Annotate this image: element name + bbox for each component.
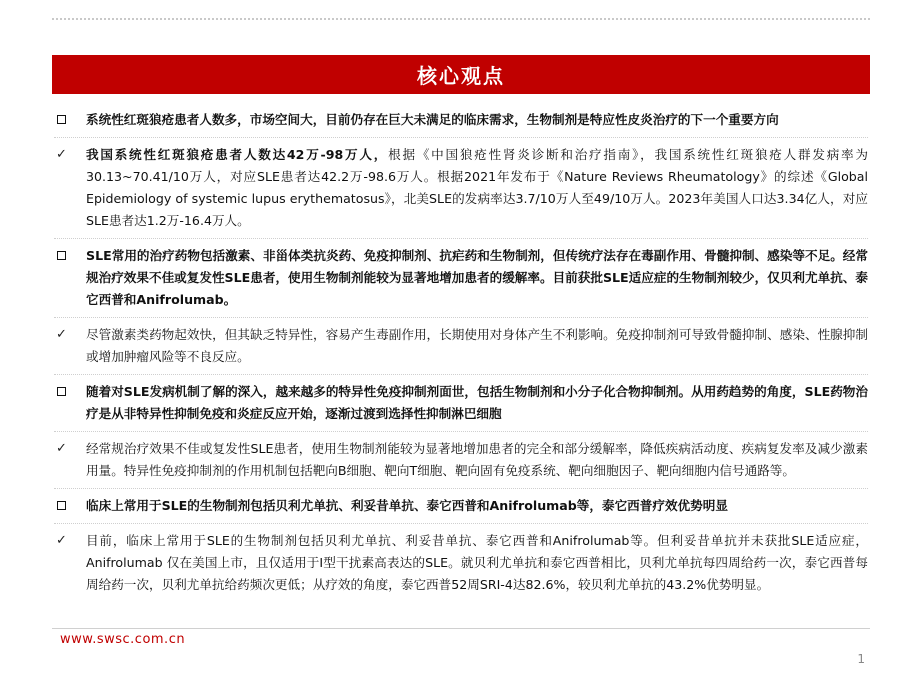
section-heading — [54, 245, 868, 311]
check-icon: ✓ — [56, 327, 67, 342]
section-detail — [54, 530, 868, 596]
section-detail — [54, 438, 868, 482]
check-icon: ✓ — [56, 533, 67, 548]
square-bullet-icon — [57, 251, 66, 260]
footer-rule — [52, 628, 870, 629]
section-detail — [54, 144, 868, 232]
divider — [54, 317, 868, 318]
section-heading-text: 随着对SLE发病机制了解的深入，越来越多的特异性免疫抑制剂面世，包括生物制剂和小分子化合物抑制剂。从用药趋势的角度，SLE药物治疗是从非特异性抑制免疫和炎症反应开始，逐渐过渡到选择性抑制淋巴细胞 — [86, 384, 868, 421]
detail-lead-text: 我国系统性红斑狼疮患者人数达42万-98万人， — [86, 147, 389, 162]
section-heading — [54, 109, 868, 131]
square-bullet-icon — [57, 387, 66, 396]
divider — [54, 238, 868, 239]
check-icon: ✓ — [56, 441, 67, 456]
title-banner — [52, 55, 870, 94]
section-detail-text: 经常规治疗效果不佳或复发性SLE患者，使用生物制剂能较为显著地增加患者的完全和部分缓解率，降低疾病活动度、疾病复发率及减少激素用量。特异性免疫抑制剂的作用机制包括靶向B细胞、靶向T细胞、靶向固有免疫系统、靶向细胞因子、靶向细胞内信号通路等。 — [86, 441, 868, 478]
divider — [54, 374, 868, 375]
divider — [54, 523, 868, 524]
square-bullet-icon — [57, 115, 66, 124]
section-heading — [54, 381, 868, 425]
square-bullet-icon — [57, 501, 66, 510]
section-heading-text: 临床上常用于SLE的生物制剂包括贝利尤单抗、利妥昔单抗、泰它西普和Anifrolumab等，泰它西普疗效优势明显 — [86, 498, 728, 513]
divider — [54, 431, 868, 432]
page-number: 1 — [857, 652, 865, 666]
footer-website-link[interactable]: www.swsc.com.cn — [60, 632, 186, 647]
section-detail-text: 目前，临床上常用于SLE的生物制剂包括贝利尤单抗、利妥昔单抗、泰它西普和Anifrolumab等。但利妥昔单抗并未获批SLE适应症，Anifrolumab 仅在美国上市，且仅适用于I型干扰素高表达的SLE。就贝利尤单抗和泰它西普相比，贝利尤单抗每四周给药一次，泰它西普每周给药一次，贝利尤单抗给药频次更低；从疗效的角度，泰它西普52周SRI-4达82.6%，较贝利尤单抗的43.2%优势明显。 — [86, 533, 868, 592]
top-dotted-rule — [52, 18, 870, 20]
divider — [54, 488, 868, 489]
divider — [54, 137, 868, 138]
key-points-content — [54, 109, 868, 596]
section-heading-text: 系统性红斑狼疮患者人数多，市场空间大，目前仍存在巨大未满足的临床需求，生物制剂是特应性皮炎治疗的下一个重要方向 — [86, 112, 779, 127]
section-detail — [54, 324, 868, 368]
page-title: 核心观点 — [417, 64, 505, 88]
section-detail-text: 根据《中国狼疮性肾炎诊断和治疗指南》，我国系统性红斑狼疮人群发病率为30.13~70.41/10万人，对应SLE患者达42.2万-98.6万人。根据2021年发布于《Nature Reviews Rheumatology》的综述《Global Epidemiology of systemic lupus erythematosus》，北美SLE的发病率达3.7/10万人至49/10万人。2023年美国人口达3.34亿人，对应SLE患者达1.2万-16.4万人。 — [86, 147, 869, 228]
check-icon: ✓ — [56, 147, 67, 162]
section-heading-text: SLE常用的治疗药物包括激素、非甾体类抗炎药、免疫抑制剂、抗疟药和生物制剂，但传统疗法存在毒副作用、骨髓抑制、感染等不足。经常规治疗效果不佳或复发性SLE患者，使用生物制剂能较为显著地增加患者的缓解率。目前获批SLE适应症的生物制剂较少，仅贝利尤单抗、泰它西普和Anifrolumab。 — [86, 248, 868, 307]
section-heading — [54, 495, 868, 517]
section-detail-text: 尽管激素类药物起效快，但其缺乏特异性，容易产生毒副作用，长期使用对身体产生不利影响。免疫抑制剂可导致骨髓抑制、感染、性腺抑制或增加肿瘤风险等不良反应。 — [86, 327, 868, 364]
